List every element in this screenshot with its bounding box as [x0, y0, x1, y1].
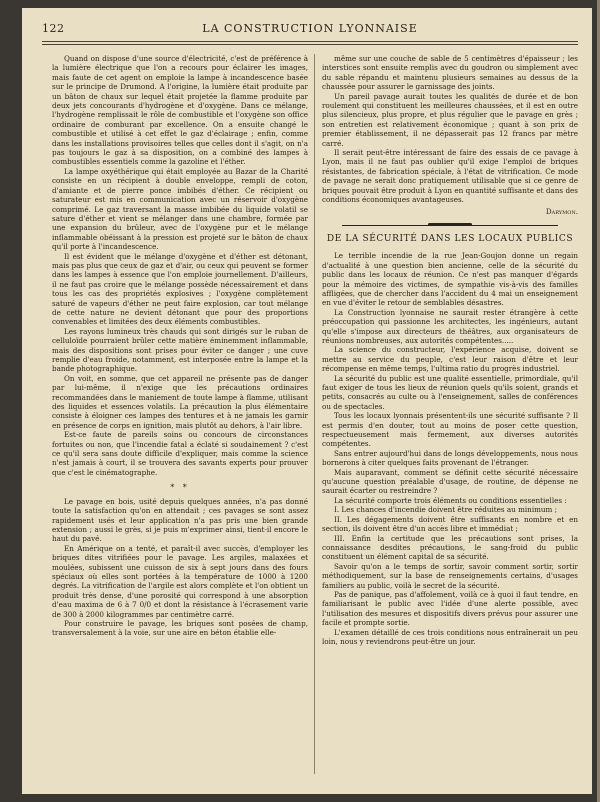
right-column	[322, 54, 578, 646]
paragraph: Quand on dispose d'une source d'électricité, c'est de préférence à la lumière électrique que l'on a recours pour éclairer les images, mais faute de cet agent on emploie la lampe à incandescence basée sur le principe de Drumond. A l'origine, la lumière était produite par un bâton de chaux sur lequel était projetée la flamme produite par deux jets concourants d'hydrogène et d'oxygène. Dans ce mélange, l'hydrogène remplissait le rôle de combustible et l'oxygène son office ordinaire de comburant par excellence. On a ensuite changé le combustible et utilisé à cet effet le gaz d'éclairage ; enfin, comme dans les installations provisoires telles que celles dont il s'agit, on n'a pas toujours le gaz à sa disposition, on a combiné des lampes à combustibles essentiels comme la gazoline et l'éther.	[52, 54, 308, 167]
journal-title: LA CONSTRUCTION LYONNAISE	[202, 22, 418, 35]
paragraph: Tous les locaux lyonnais présentent-ils une sécurité suffisante ? Il est permis d'en douter, tout au moins de poser cette question, respectueusement mais fermement, aux diverses autorités compétentes.	[322, 411, 578, 449]
paragraph: Mais auparavant, comment se définit cette sécurité nécessaire qu'aucune question préalable d'usage, de routine, de dépense ne saurait écarter ou restreindre ?	[322, 467, 578, 496]
paragraph: III. Enfin la certitude que les précautions sont prises, la connaissance desdites précautions, le sang-froid du public constituent un élément capital de sa sécurité.	[322, 533, 578, 562]
paragraph: La science du constructeur, l'expérience acquise, doivent se mettre au service du peuple, c'est leur raison d'être et leur récompense en même temps, l'ultima ratio du progrès industriel.	[322, 345, 578, 374]
journal-page	[22, 8, 592, 794]
column-divider	[314, 54, 315, 774]
paragraph: Les rayons lumineux très chauds qui sont dirigés sur le ruban de celluloïde pourraient brûler cette matière éminemment inflammable, mais des dispositions sont prises pour éviter ce danger ; une cuve remplie d'eau froide, notamment, est interposée entre la lampe et la bande photographique.	[52, 326, 308, 374]
page-header	[42, 22, 578, 38]
paragraph: Il est évident que le mélange d'oxygène et d'éther est détonant, mais pas plus que ceux de gaz et d'air, ou ceux qui peuvent se former dans les lampes à essence que l'on emploie journellement. D'ailleurs, il ne faut pas croire que le mélange possède nécessairement et dans tous les cas des propriétés explosives ; l'oxygène complètement saturé de vapeurs d'éther ne peut faire explosion, car tout mélange de cette nature ne devient détonant que pour des proportions convenables et limitées des deux éléments combustibles.	[52, 251, 308, 327]
header-rule	[42, 41, 578, 42]
paragraph: même sur une couche de sable de 5 centimètres d'épaisseur ; les interstices sont ensuite remplis avec du goudron ou simplement avec du sable répandu et maintenu plusieurs semaines au dessus de la chaussée pour assurer le garnissage des joints.	[322, 54, 578, 92]
paragraph: Est-ce faute de pareils soins ou concours de circonstances fortuites ou non, que l'incendie fatal a éclaté si soudainement ? c'est ce qu'il sera sans doute difficile d'expliquer, mais comme la science n'est jamais à court, il se trouvera des savants experts pour prouver que c'est le cinématographe.	[52, 430, 308, 477]
section-stars: * *	[170, 483, 190, 493]
paragraph: On voit, en somme, que cet appareil ne présente pas de danger par lui-même, il n'exige que les précautions ordinaires recommandées dans le maniement de toute lampe à flamme, utilisant des liquides et essences volatils. La précaution la plus élémentaire consiste à éloigner ces lampes des tentures et à ne jamais les garnir en présence de corps en ignition, mais plutôt au dehors, à l'air libre.	[52, 373, 308, 430]
paragraph: I. Les chances d'incendie doivent être réduites au minimum ;	[334, 505, 558, 515]
paragraph: Un pareil pavage aurait toutes les qualités de durée et de bon roulement qui constituent les meilleures chaussées, et il est en outre plus silencieux, plus propre, et plus régulier que le pavage en grès ; son entretien est relativement économique ; quant à son prix de premier établissement, il ne dépasserait pas 12 francs par mètre carré.	[322, 91, 578, 148]
paragraph: Sans entrer aujourd'hui dans de longs développements, nous nous bornerons à citer quelques faits provenant de l'étranger.	[322, 448, 578, 468]
section-separator	[342, 222, 558, 229]
paragraph: Pas de panique, pas d'affolement, voilà ce à quoi il faut tendre, en familiarisant le public avec l'idée d'une alerte possible, avec l'utilisation des mesures et dispositifs divers prévus pour assurer une facile et prompte sortie.	[322, 589, 578, 628]
paragraph: Pour construire le pavage, les briques sont posées de champ, transversalement à la voie, sur une aire en béton établie elle-	[52, 618, 308, 638]
paragraph: Il serait peut-être intéressant de faire des essais de ce pavage à Lyon, mais il ne faut pas oublier qu'il exige l'emploi de briques résistantes, de fabrication spéciale, à l'état de vitrification. Ce mode de pavage ne serait donc pratiquement utilisable que si ce genre de briques pouvait être produit à Lyon en quantité suffisante et dans des conditions économiques avantageuses.	[322, 148, 578, 205]
header-rule-double	[42, 44, 578, 45]
paragraph: La Construction lyonnaise ne saurait rester étrangère à cette préoccupation qui passionne les architectes, les ingénieurs, autant qu'elle s'impose aux directeurs de théâtres, aux organisateurs de réunions nombreuses, aux autorités compétentes.....	[322, 307, 578, 345]
paragraph: La sécurité du public est une qualité essentielle, primordiale, qu'il faut exiger de tous les lieux de réunion quels qu'ils soient, grands et petits, consacrés au culte ou à l'enseignement, salles de conférences ou de spectacles.	[322, 373, 578, 411]
paragraph: II. Les dégagements doivent être suffisants en nombre et en section, ils doivent être d'un accès libre et immédiat ;	[322, 514, 578, 534]
left-column	[52, 54, 308, 638]
paragraph: Savoir qu'on a le temps de sortir, savoir comment sortir, sortir méthodiquement, sur la base de renseignements certains, d'usages familiers au public, voilà le secret de la sécurité.	[322, 561, 578, 590]
section-title: DE LA SÉCURITÉ DANS LES LOCAUX PUBLICS	[326, 233, 574, 244]
author-signature: Darymon.	[545, 206, 578, 216]
paragraph: Le pavage en bois, usité depuis quelques années, n'a pas donné toute la satisfaction qu'on en attendait ; ces pavages se sont assez rapidement usés et leur application n'a pas pris une bien grande extension ; aussi le grès, si je puis m'exprimer ainsi, tient-il encore le haut du pavé.	[52, 496, 308, 544]
paragraph: L'examen détaillé de ces trois conditions nous entraînerait un peu loin, nous y reviendrons peut-être un jour.	[322, 627, 578, 646]
paragraph: En Amérique on a tenté, et paraît-il avec succès, d'employer les briques dites vitrifiées pour le pavage. Les argiles, malaxées et moulées, subissent une cuisson de six à sept jours dans des fours spéciaux où elles sont portées à la température de 1000 à 1200 degrés. La vitrification de l'argile est alors complète et l'on obtient un produit très dense, d'une porosité qui correspond à une absorption d'eau maxima de 6 à 7 0/0 et dont la résistance à l'écrasement varie de 300 à 2000 kilogrammes par centimètre carré.	[52, 543, 308, 619]
paragraph: La lampe oxyéthérique qui était employée au Bazar de la Charité consiste en un récipient à double enveloppe, rempli de coton, d'amiante et de pierre ponce imbibés d'éther. Ce récipient ou saturateur est mis en communication avec un réservoir d'oxygène comprimé. Le gaz traversant la masse imbibée du liquide volatil se sature d'éther et vient se mélanger dans une chambre, formée par une expansion du brûleur, avec de l'oxygène pur et le mélange inflammable obéissant à la pression est projeté sur le bâton de chaux qu'il porte à l'incandescence.	[52, 166, 308, 252]
paragraph: Le terrible incendie de la rue Jean-Goujon donne un regain d'actualité à une question bien ancienne, celle de la sécurité du public dans les locaux de réunion. Ce n'est pas manquer d'égards pour la mémoire des victimes, de sympathie vis-à-vis des familles affligées, que de chercher dans l'accident du 4 mai un enseignement en vue d'éviter le retour de semblables désastres.	[322, 251, 578, 308]
page-number: 122	[42, 22, 65, 35]
paragraph: La sécurité comporte trois éléments ou conditions essentielles :	[334, 495, 567, 505]
